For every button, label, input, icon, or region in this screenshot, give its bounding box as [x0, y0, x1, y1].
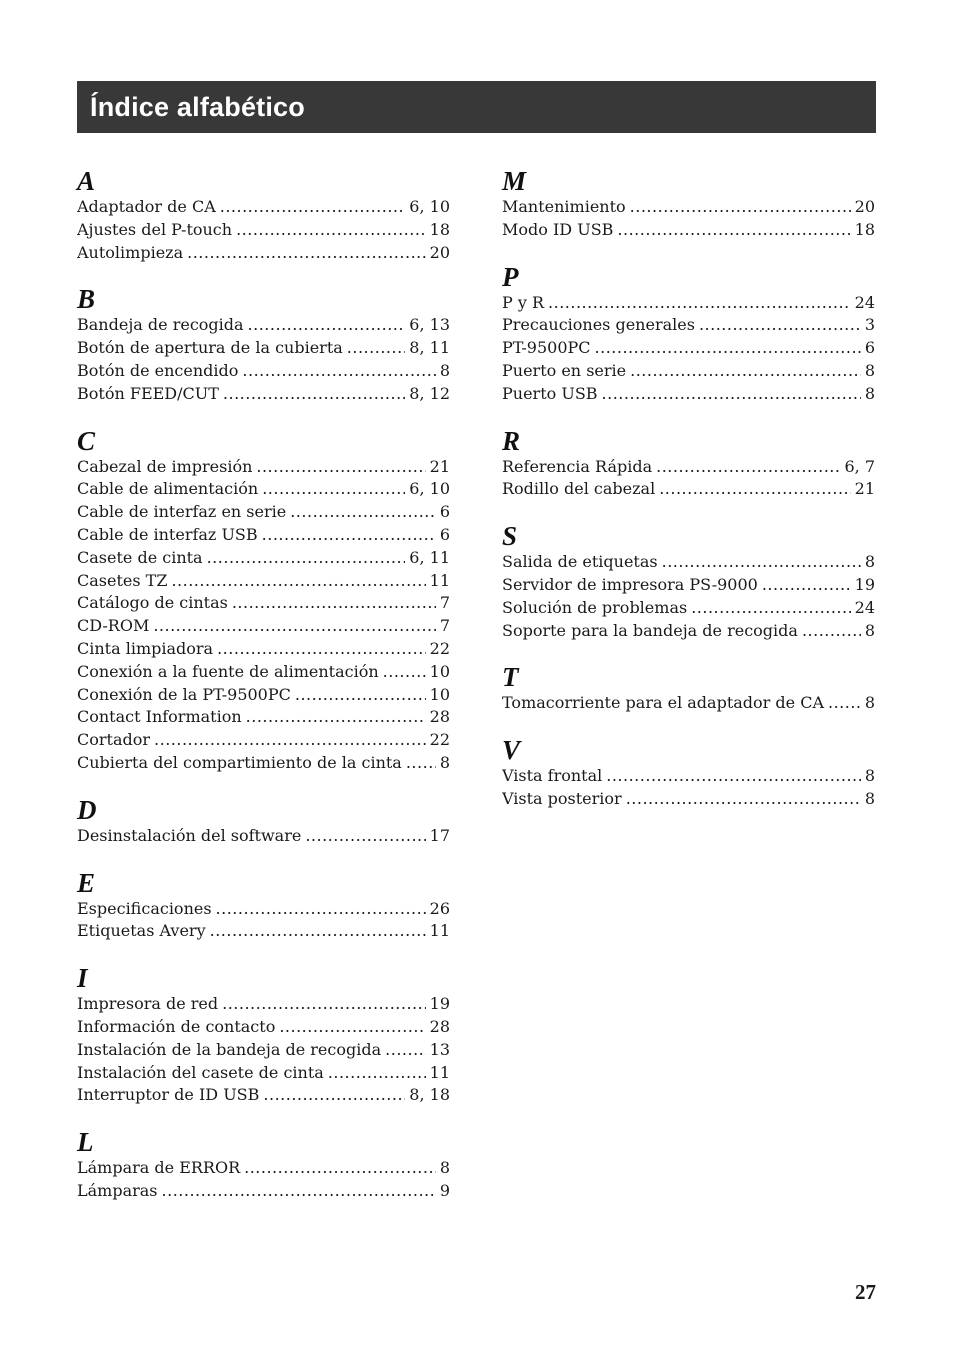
index-entry [502, 219, 875, 242]
entry-term: Lámparas [77, 1180, 158, 1200]
entry-pages: 8, 12 [409, 383, 450, 403]
entry-pages: 22 [429, 638, 450, 658]
index-entry [502, 196, 875, 219]
dot-leader [246, 706, 426, 729]
entry-term: Tomacorriente para el adaptador de CA [502, 693, 824, 713]
entry-term: Información de contacto [77, 1016, 276, 1036]
entry-term: Lámpara de ERROR [77, 1158, 241, 1178]
index-entry [77, 1016, 450, 1039]
section-letter: A [77, 166, 96, 196]
entry-pages: 8 [439, 1158, 450, 1178]
entry-term: Impresora de red [77, 994, 219, 1014]
index-entry [77, 570, 450, 593]
entry-term: Modo ID USB [502, 219, 614, 239]
entry-term: Puerto en serie [502, 360, 627, 380]
dot-leader [659, 478, 850, 501]
entry-pages: 24 [854, 292, 875, 312]
entry-term: Contact Information [77, 707, 242, 727]
entry-term: Referencia Rápida [502, 456, 653, 476]
dot-leader [347, 337, 405, 360]
index-section-l [77, 1127, 450, 1203]
dot-leader [217, 638, 426, 661]
entry-pages: 8 [864, 766, 875, 786]
dot-leader [406, 752, 436, 775]
index-entry [77, 196, 450, 219]
section-letter: I [77, 963, 88, 994]
entry-term: Servidor de impresora PS-9000 [502, 574, 758, 594]
dot-leader [630, 196, 851, 219]
dot-leader [548, 292, 851, 315]
section-letter: P [502, 261, 519, 292]
dot-leader [153, 615, 435, 638]
dot-leader [242, 360, 435, 383]
entry-term: Mantenimiento [502, 197, 626, 216]
entry-pages: 24 [854, 597, 875, 617]
index-entry [77, 920, 450, 943]
section-letter: L [77, 1127, 94, 1158]
entry-term: Vista frontal [502, 766, 603, 786]
entry-term: Especificaciones [77, 898, 212, 918]
index-entry [77, 1084, 450, 1107]
dot-leader [216, 898, 426, 921]
index-entry [77, 825, 450, 848]
entry-term: Conexión a la fuente de alimentación [77, 661, 379, 681]
dot-leader [295, 684, 426, 707]
entry-pages: 28 [429, 707, 450, 727]
entry-pages: 21 [854, 479, 875, 499]
index-entry [77, 501, 450, 524]
index-entry [502, 574, 875, 597]
index-entry [77, 615, 450, 638]
entry-pages: 6, 7 [844, 456, 875, 476]
dot-leader [232, 592, 436, 615]
index-entry [77, 684, 450, 707]
dot-leader [222, 993, 426, 1016]
page-title: Índice alfabético [90, 91, 305, 122]
entry-pages: 11 [429, 1062, 450, 1082]
index-entry [77, 706, 450, 729]
entry-term: Interruptor de ID USB [77, 1085, 260, 1105]
entry-term: Soporte para la bandeja de recogida [502, 620, 798, 640]
index-section-r [502, 426, 875, 502]
entry-pages: 28 [429, 1016, 450, 1036]
section-letter: B [77, 284, 96, 315]
page-number: 27 [855, 1280, 876, 1304]
dot-leader [210, 920, 426, 943]
dot-leader [248, 314, 406, 337]
title-bar [77, 81, 876, 133]
dot-leader [595, 337, 861, 360]
dot-leader [162, 1180, 436, 1203]
index-entry [77, 1039, 450, 1062]
index-entry [502, 360, 875, 383]
entry-pages: 11 [429, 921, 450, 941]
entry-term: Cortador [77, 730, 151, 750]
entry-pages: 6, 10 [409, 197, 450, 216]
index-entry [77, 898, 450, 921]
section-letter: R [502, 425, 521, 456]
entry-term: Cable de alimentación [77, 479, 259, 499]
index-entry [77, 729, 450, 752]
index-entry [77, 360, 450, 383]
index-section-d [77, 795, 450, 848]
entry-pages: 21 [429, 456, 450, 476]
entry-pages: 8, 11 [409, 338, 450, 358]
dot-leader [279, 1016, 425, 1039]
entry-pages: 6 [439, 502, 450, 522]
entry-term: Cable de interfaz en serie [77, 502, 287, 522]
entry-pages: 8 [864, 788, 875, 808]
dot-leader [207, 547, 406, 570]
entry-pages: 19 [854, 574, 875, 594]
entry-term: Instalación del casete de cinta [77, 1062, 324, 1082]
entry-pages: 8 [864, 693, 875, 713]
dot-leader [244, 1157, 436, 1180]
index-section-a [77, 166, 450, 264]
entry-pages: 19 [429, 994, 450, 1014]
index-entry [502, 620, 875, 643]
entry-term: Cubierta del compartimiento de la cinta [77, 752, 402, 772]
index-entry [502, 456, 875, 479]
dot-leader [617, 219, 850, 242]
dot-leader [187, 242, 426, 265]
section-letter: S [502, 521, 518, 552]
dot-leader [626, 788, 861, 811]
index-entry [77, 638, 450, 661]
index-entry [502, 292, 875, 315]
dot-leader [606, 765, 861, 788]
entry-pages: 8 [864, 552, 875, 572]
entry-pages: 10 [429, 661, 450, 681]
index-section-m [502, 166, 875, 242]
entry-pages: 8 [439, 752, 450, 772]
dot-leader [262, 478, 405, 501]
index-section-b [77, 284, 450, 405]
entry-term: Casete de cinta [77, 547, 203, 567]
entry-term: Puerto USB [502, 383, 598, 403]
entry-term: Botón de apertura de la cubierta [77, 338, 343, 358]
dot-leader [385, 1039, 426, 1062]
entry-pages: 6, 11 [409, 547, 450, 567]
index-entry [77, 314, 450, 337]
index-section-s [502, 521, 875, 642]
dot-leader [305, 825, 425, 848]
entry-pages: 8 [864, 360, 875, 380]
index-entry [77, 478, 450, 501]
index-entry [502, 692, 875, 715]
dot-leader [383, 661, 426, 684]
section-letter: M [502, 166, 527, 196]
dot-leader [220, 196, 406, 219]
dot-leader [828, 692, 861, 715]
index-column-left [77, 166, 450, 1223]
index-entry [502, 788, 875, 811]
index-entry [77, 547, 450, 570]
dot-leader [630, 360, 861, 383]
dot-leader [223, 383, 405, 406]
index-section-e [77, 868, 450, 944]
entry-pages: 8 [864, 383, 875, 403]
entry-term: Conexión de la PT-9500PC [77, 684, 291, 704]
entry-term: Catálogo de cintas [77, 593, 228, 613]
entry-pages: 18 [854, 219, 875, 239]
entry-pages: 10 [429, 684, 450, 704]
section-letter: C [77, 425, 96, 456]
index-entry [77, 993, 450, 1016]
entry-pages: 8 [439, 360, 450, 380]
index-entry [502, 551, 875, 574]
entry-pages: 22 [429, 730, 450, 750]
index-entry [77, 337, 450, 360]
entry-term: Rodillo del cabezal [502, 479, 656, 499]
entry-term: Precauciones generales [502, 315, 695, 335]
dot-leader [262, 524, 436, 547]
entry-pages: 9 [439, 1180, 450, 1200]
index-section-p [502, 262, 875, 406]
index-entry [502, 314, 875, 337]
dot-leader [802, 620, 861, 643]
entry-term: Cinta limpiadora [77, 638, 214, 658]
dot-leader [236, 219, 426, 242]
entry-pages: 6, 13 [409, 315, 450, 335]
index-entry [77, 1157, 450, 1180]
dot-leader [171, 570, 425, 593]
dot-leader [263, 1084, 405, 1107]
index-section-c [77, 426, 450, 775]
entry-pages: 6, 10 [409, 479, 450, 499]
entry-pages: 8, 18 [409, 1085, 450, 1105]
index-entry [77, 1062, 450, 1085]
index-section-v [502, 735, 875, 811]
entry-term: Desinstalación del software [77, 825, 302, 845]
index-entry [77, 752, 450, 775]
dot-leader [328, 1062, 426, 1085]
index-entry [77, 219, 450, 242]
entry-pages: 8 [864, 620, 875, 640]
index-entry [77, 383, 450, 406]
index-column-right [502, 166, 875, 831]
index-entry [502, 597, 875, 620]
index-entry [77, 524, 450, 547]
entry-term: Cabezal de impresión [77, 456, 253, 476]
entry-term: Botón FEED/CUT [77, 383, 219, 403]
entry-pages: 7 [439, 616, 450, 636]
index-section-t [502, 662, 875, 715]
entry-term: Bandeja de recogida [77, 315, 244, 335]
section-letter: D [77, 794, 97, 825]
section-letter: T [502, 662, 519, 693]
entry-term: Salida de etiquetas [502, 552, 658, 572]
dot-leader [762, 574, 851, 597]
index-entry [77, 592, 450, 615]
dot-leader [602, 383, 861, 406]
entry-pages: 3 [864, 315, 875, 335]
section-letter: V [502, 735, 521, 766]
entry-pages: 26 [429, 898, 450, 918]
entry-term: Cable de interfaz USB [77, 524, 258, 544]
index-entry [77, 456, 450, 479]
entry-term: Vista posterior [502, 788, 622, 808]
entry-term: Casetes TZ [77, 570, 168, 590]
index-entry [502, 383, 875, 406]
entry-pages: 20 [429, 242, 450, 262]
dot-leader [256, 456, 425, 479]
entry-pages: 17 [429, 825, 450, 845]
entry-term: Adaptador de CA [77, 197, 216, 216]
entry-term: Etiquetas Avery [77, 921, 206, 941]
index-entry [502, 765, 875, 788]
entry-pages: 13 [429, 1039, 450, 1059]
entry-term: Ajustes del P-touch [77, 219, 233, 239]
section-letter: E [77, 867, 96, 898]
entry-term: P y R [502, 292, 545, 312]
index-entry [77, 661, 450, 684]
entry-term: PT-9500PC [502, 338, 591, 358]
entry-term: Solución de problemas [502, 597, 688, 617]
entry-pages: 6 [439, 524, 450, 544]
index-entry [502, 337, 875, 360]
entry-pages: 7 [439, 593, 450, 613]
entry-pages: 20 [854, 197, 875, 216]
dot-leader [154, 729, 426, 752]
dot-leader [656, 456, 840, 479]
index-entry [77, 1180, 450, 1203]
entry-term: CD-ROM [77, 616, 150, 636]
index-entry [502, 478, 875, 501]
index-entry [77, 242, 450, 265]
entry-term: Botón de encendido [77, 360, 239, 380]
dot-leader [290, 501, 436, 524]
entry-pages: 11 [429, 570, 450, 590]
entry-term: Instalación de la bandeja de recogida [77, 1039, 382, 1059]
dot-leader [699, 314, 861, 337]
entry-pages: 18 [429, 219, 450, 239]
entry-term: Autolimpieza [77, 242, 184, 262]
entry-pages: 6 [864, 338, 875, 358]
dot-leader [662, 551, 861, 574]
dot-leader [691, 597, 850, 620]
index-section-i [77, 963, 450, 1107]
